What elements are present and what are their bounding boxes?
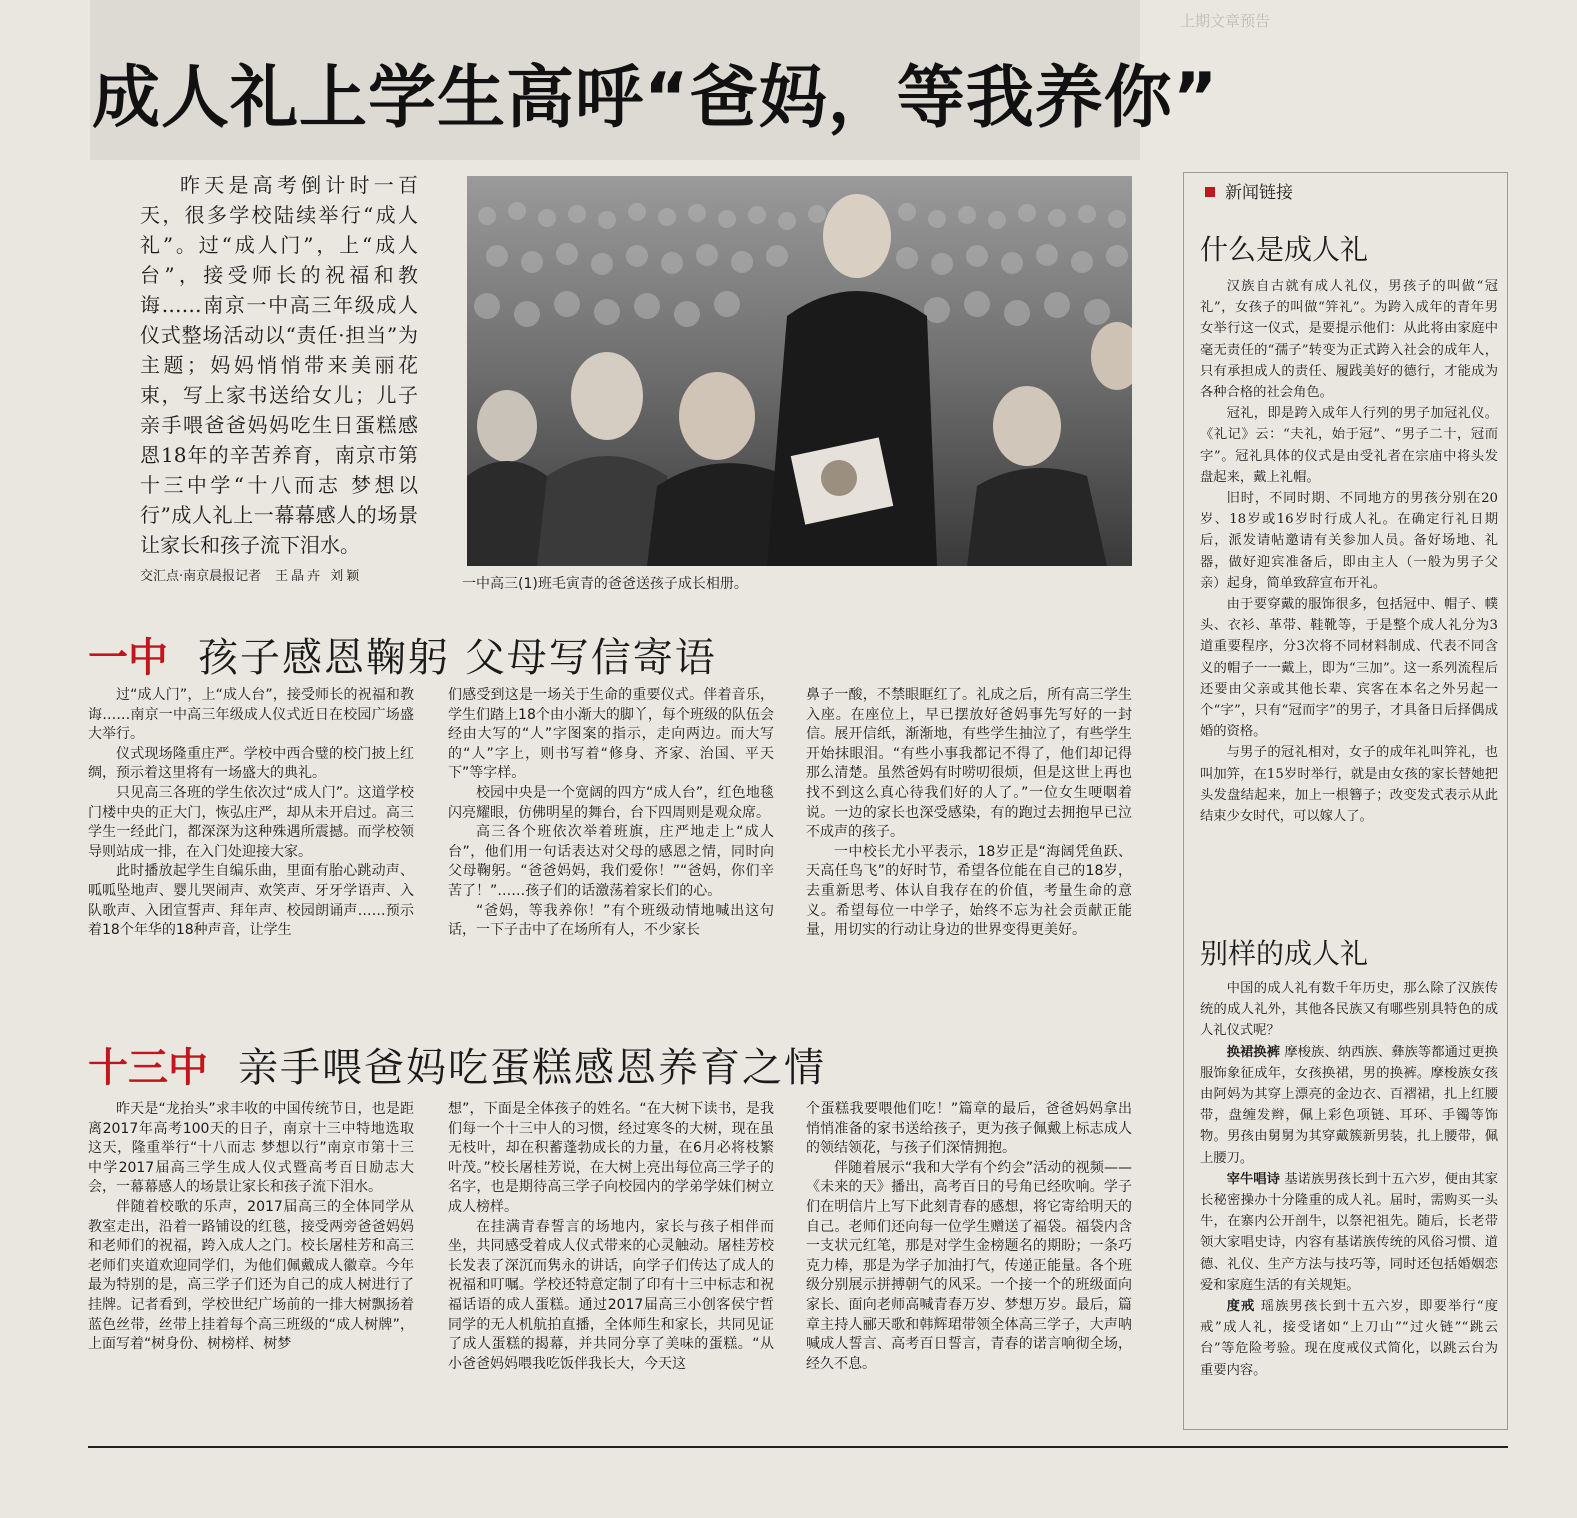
event-photo (467, 176, 1132, 566)
lead-paragraph: 昨天是高考倒计时一百天，很多学校陆续举行“成人礼”。过“成人门”，上“成人台”，接受师长的祝福和教诲……南京一中高三年级成人仪式整场活动以“责任·担当”为主题；妈妈悄悄带来美丽花束，写上家书送给女儿；儿子亲手喂爸爸妈妈吃生日蛋糕感恩18年的辛苦养育，南京市第十三中学“十八而志 梦想以行”成人礼上一幕幕感人的场景让家长和孩子流下泪水。 (140, 173, 418, 557)
paragraph: 昨天是“龙抬头”求丰收的中国传统节日，也是距离2017年高考100天的日子，南京十三中特地选取这天，隆重举行“十八而志 梦想以行”南京市第十三中学2017届高三学生成人仪式暨高考百日励志大会，一幕幕感人的场景让家长和孩子流下泪水。 (88, 1101, 414, 1196)
section1-tag: 一中 (88, 635, 168, 681)
paragraph: 与男子的冠礼相对，女子的成年礼叫笄礼，也叫加笄，在15岁时举行，就是由女孩的家长替她把头发盘结起来，加上一根簪子；改变发式表示从此结束少女时代，可以嫁人了。 (1200, 745, 1498, 825)
section1-heading (88, 626, 717, 683)
bleed-through-text: 上期文章预告 (1180, 12, 1271, 30)
red-square-icon (1205, 187, 1215, 197)
byline-outlet: 交汇点·南京晨报记者 (140, 569, 262, 584)
paragraph: 中国的成人礼有数千年历史，那么除了汉族传统的成人礼外，其他各民族又有哪些别具特色的成人礼仪式呢？ (1200, 981, 1498, 1039)
section1-title: 孩子感恩鞠躬 父母写信寄语 (198, 635, 717, 681)
sidebar-title-2: 别样的成人礼 (1200, 937, 1369, 970)
paragraph: 想”，下面是全体孩子的姓名。“在大树下读书，是我们每一个十三中人的习惯，经过寒冬的大树，现在虽无枝叶，却在积蓄蓬勃成长的力量，在6月必将枝繁叶茂。”校长屠桂芳说，在大树上亮出每位高三学子的名字，也是期待高三学子向校园内的学弟学妹们树立成人榜样。 (448, 1101, 774, 1215)
paragraph: 高三各个班依次举着班旗，庄严地走上“成人台”，他们用一句话表达对父母的感恩之情，同时向父母鞠躬。“爸爸妈妈，我们爱你！”“爸妈，你们辛苦了！”……孩子们的话激荡着家长们的心。 (448, 824, 774, 899)
section2-col3 (806, 1100, 1132, 1374)
paragraph: 个蛋糕我要喂他们吃！”篇章的最后，爸爸妈妈拿出悄悄准备的家书送给孩子，更为孩子佩戴上标志成人的领结领花，与孩子们深情拥抱。 (806, 1101, 1132, 1157)
paragraph: 仪式现场隆重庄严。学校中西合璧的校门披上红绸，预示着这里将有一场盛大的典礼。 (88, 745, 414, 782)
main-headline: 成人礼上学生高呼“爸妈，等我养你” (92, 59, 1219, 138)
item-text: 基诺族男孩长到十五六岁，便由其家长秘密操办十分隆重的成人礼。届时，需购买一头牛，在寨内公开剖牛，以祭祀祖先。随后，长老带领大家唱史诗，内容有基诺族传统的风俗习惯、道德、礼仪、生产方法与技巧等，同时还包括婚姻恋爱和家庭生活的有关规矩。 (1200, 1171, 1499, 1293)
item-text: 瑶族男孩长到十五六岁，即要举行“度戒”成人礼，接受诸如“上刀山”“过火链”“跳云台”等危险考验。现在度戒仪式简化，以跳云台为重要内容。 (1200, 1299, 1498, 1378)
item-text: 摩梭族、纳西族、彝族等都通过更换服饰象征成年，女孩换裙，男的换裤。摩梭族女孩由阿妈为其穿上漂亮的金边衣、百褶裙，扎上红腰带，盘缠发辫，佩上彩色项链、耳环、手镯等饰物。男孩由舅舅为其穿戴簇新男装，扎上腰带，佩上腰刀。 (1200, 1044, 1499, 1166)
paragraph: 一中校长尤小平表示，18岁正是“海阔凭鱼跃、天高任鸟飞”的好时节，希望各位能在自己的18岁，去重新思考、体认自我存在的价值，考量生命的意义。希望每位一中学子，始终不忘为社会贡献正能量，用切实的行动让身边的世界变得更美好。 (806, 843, 1132, 939)
sidebar-label-text: 新闻链接 (1225, 183, 1293, 203)
paragraph: 伴随着校歌的乐声，2017届高三的全体同学从教室走出，沿着一路铺设的红毯，接受两旁爸爸妈妈和老师们的祝福，跨入成人之门。校长屠桂芳和高三老师们夹道欢迎同学们，为他们佩戴成人徽章。今年最为特别的是，高三学子们还为自己的成人树进行了挂牌。记者看到，学校世纪广场前的一排大树飘扬着蓝色丝带，丝带上挂着每个高三班级的“成人树牌”，上面写着“树身份、树榜样、树梦 (88, 1198, 414, 1353)
section1-col3 (806, 686, 1132, 941)
sidebar-text-1 (1200, 276, 1498, 827)
section2-col2 (448, 1100, 774, 1374)
section1-col2 (448, 686, 774, 941)
paragraph: 校园中央是一个宽阔的四方“成人台”，红色地毯闪亮耀眼，仿佛明星的舞台，台下四周则是观众席。 (448, 784, 774, 821)
paragraph (1200, 1042, 1498, 1169)
paragraph: 旧时，不同时期、不同地方的男孩分别在20岁、18岁或16岁时行成人礼。在确定行礼日期后，派发请帖邀请有关参加人员。备好场地、礼器，做好迎宾准备后，即由主人（一般为男子父亲）起身，简单致辞宣布开礼。 (1200, 491, 1498, 591)
bottom-rule (88, 1446, 1508, 1448)
paragraph: 由于要穿戴的服饰很多，包括冠中、帽子、幞头、衣衫、革带、鞋靴等，于是整个成人礼分为3道重要程序，分3次将不同材料制成、代表不同含义的帽子一一戴上，即为“三加”。这一系列流程后还要由父亲或其他长辈、宾客在本名之外另起一个“字”，只有“冠而字”的男子，才具备日后择偶成婚的资格。 (1200, 597, 1498, 740)
sidebar-title-1: 什么是成人礼 (1200, 233, 1369, 266)
photo-illustration (467, 176, 1132, 566)
paragraph: 只见高三各班的学生依次过“成人门”。这道学校门楼中央的正大门，恢弘庄严，却从未开启过。高三学生一经此门，都深深为这种殊遇所震撼。而学校领导则站成一排，在入门处迎接大家。 (88, 784, 414, 860)
photo-caption: 一中高三(1)班毛寅青的爸爸送孩子成长相册。 (462, 576, 748, 592)
paragraph: 在挂满青春誓言的场地内，家长与孩子相伴而坐，共同感受着成人仪式带来的心灵触动。屠桂芳校长发表了深沉而隽永的讲话，向学子们传达了成人的祝福和叮嘱。学校还特意定制了印有十三中标志和祝福话语的成人蛋糕。通过2017届高三小创客侯宁哲同学的无人机航拍直播，全体师生和家长，共同见证了成人蛋糕的揭幕，并共同分享了美味的蛋糕。“从小爸爸妈妈喂我吃饭伴我长大，今天这 (448, 1218, 774, 1372)
section2-col1 (88, 1100, 414, 1355)
paragraph (1200, 1169, 1498, 1296)
paragraph: 们感受到这是一场关于生命的重要仪式。伴着音乐，学生们踏上18个由小渐大的脚丫，每个班级的队伍会经由大写的“人”字图案的指示，走向两边。而大写的“人”字上，则书写着“修身、齐家、治国、平天下”等字样。 (448, 687, 774, 782)
paragraph: 过“成人门”，上“成人台”，接受师长的祝福和教诲……南京一中高三年级成人仪式近日在校园广场盛大举行。 (88, 687, 414, 743)
keyword: 换裙换裤 (1226, 1044, 1281, 1060)
keyword: 宰牛唱诗 (1226, 1171, 1281, 1187)
section1-col1 (88, 686, 414, 941)
byline-names: 王晶卉 刘颖 (275, 569, 363, 584)
paragraph: 冠礼，即是跨入成年人行列的男子加冠礼仪。《礼记》云：“夫礼，始于冠”、“男子二十，冠而字”。冠礼具体的仪式是由受礼者在宗庙中将头发盘起来，戴上礼帽。 (1200, 406, 1498, 485)
section2-heading (88, 1036, 826, 1093)
byline (140, 565, 362, 584)
paragraph: 汉族自古就有成人礼仪，男孩子的叫做“冠礼”，女孩子的叫做“笄礼”。为跨入成年的青年男女举行这一仪式，是要提示他们：从此将由家庭中毫无责任的“孺子”转变为正式跨入社会的成年人，只有承担成人的责任、履践美好的德行，才能成为各种合格的社会角色。 (1200, 279, 1498, 401)
sidebar-label (1205, 178, 1293, 203)
paragraph: 鼻子一酸，不禁眼眶红了。礼成之后，所有高三学生入座。在座位上，早已摆放好爸妈事先写好的一封信。展开信纸，渐渐地，有些学生抽泣了，有些学生开始抹眼泪。“有些小事我都记不得了，他们却记得那么清楚。虽然爸妈有时唠叨很烦，但是这世上再也找不到这么真心待我们好的人了。”一位女生哽咽着说。一边的家长也深受感染，有的跑过去拥抱早已泣不成声的孩子。 (806, 687, 1132, 841)
paragraph: “爸妈，等我养你！”有个班级动情地喊出这句话，一下子击中了在场所有人，不少家长 (448, 902, 774, 939)
paragraph: 此时播放起学生自编乐曲，里面有胎心跳动声、呱呱坠地声、婴儿哭闹声、欢笑声、牙牙学语声、入队歌声、入团宣誓声、拜年声、校园朗诵声……预示着18个年华的18种声音，让学生 (88, 863, 414, 939)
keyword: 度戒 (1226, 1299, 1256, 1315)
paragraph (1200, 1296, 1498, 1381)
section2-title: 亲手喂爸妈吃蛋糕感恩养育之情 (238, 1045, 826, 1091)
section2-tag: 十三中 (88, 1045, 208, 1091)
paragraph: 伴随着展示“我和大学有个约会”活动的视频——《未来的天》播出，高考百日的号角已经吹响。学子们在明信片上写下此刻青春的感想，将它寄给明天的自己。老师们还向每一位学生赠送了福袋。福袋内含一支状元红笔，那是对学生金榜题名的期盼；一条巧克力棒，那是为学子加油打气，传递正能量。各个班级分别展示拼搏朝气的风采。一个接一个的班级面向家长、面向老师高喊青春万岁、梦想万岁。最后，篇章主持人郦天歌和韩辉珺带领全体高三学子，大声呐喊成人誓言、高考百日誓言，青春的诺言响彻全场，经久不息。 (806, 1159, 1132, 1372)
sidebar-text-2 (1200, 978, 1498, 1381)
